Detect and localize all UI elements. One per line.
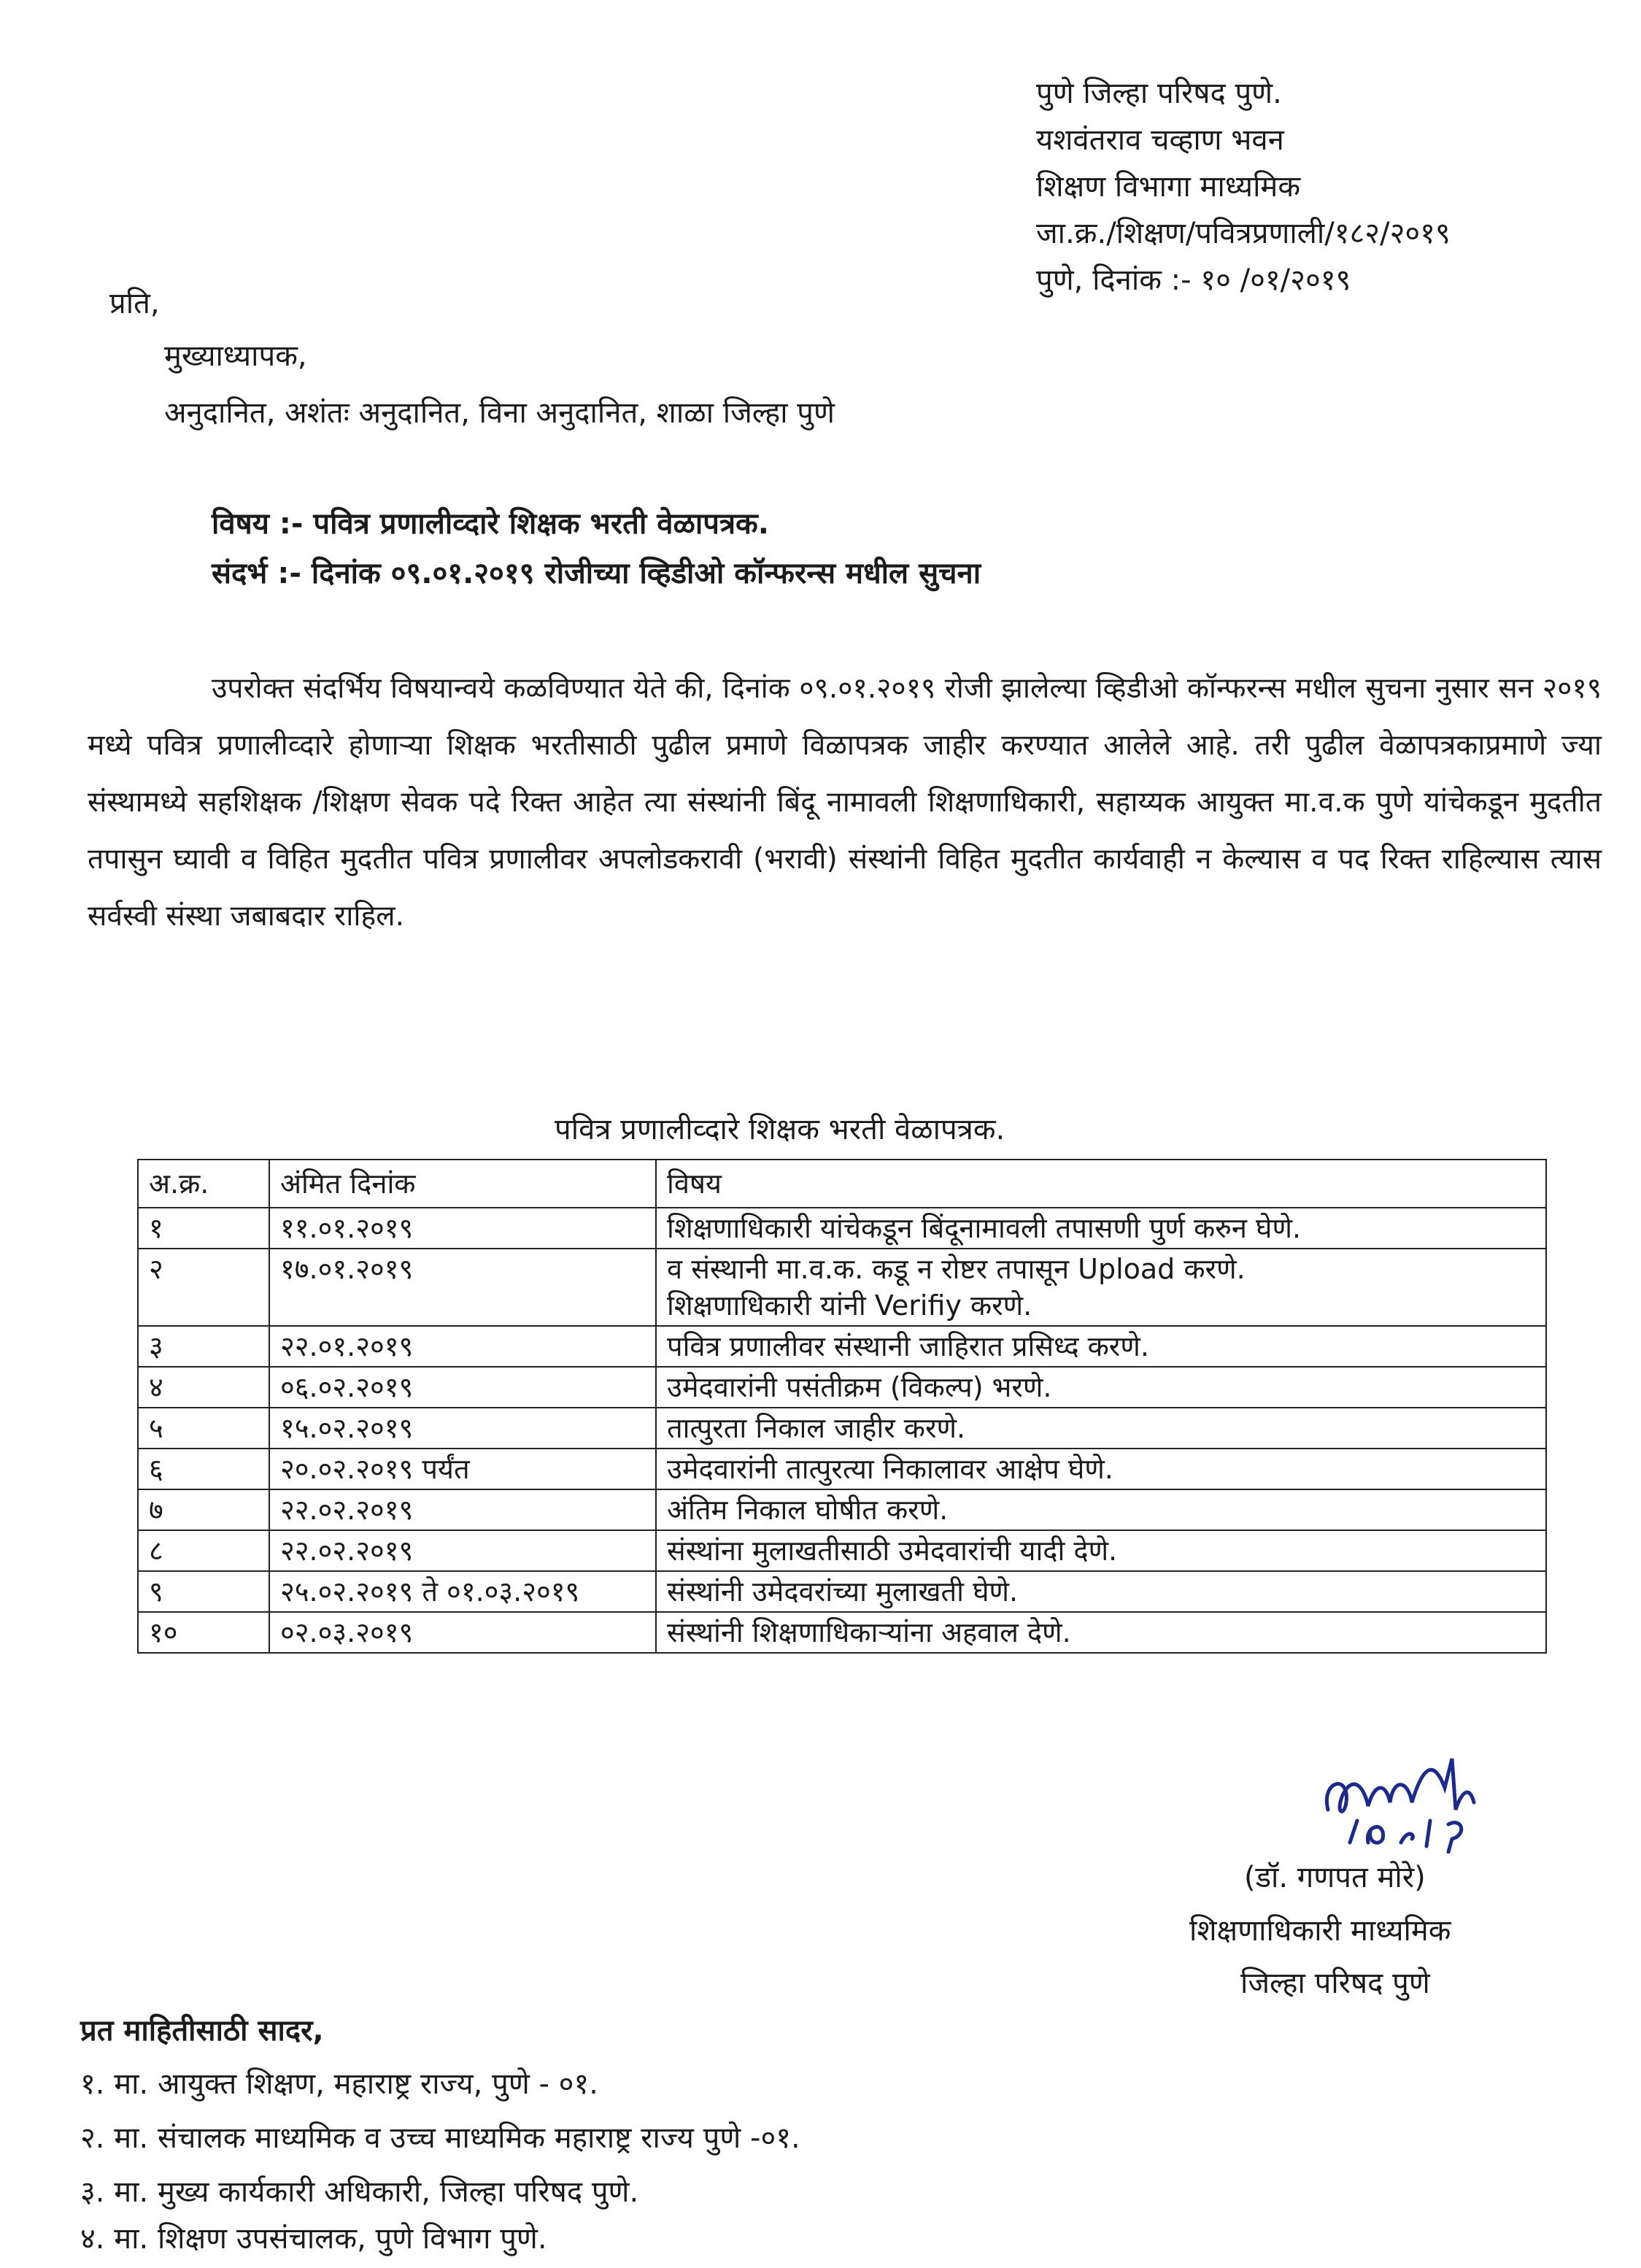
office-name: पुणे जिल्हा परिषद पुणे.	[1036, 77, 1282, 110]
row-date: १५.०२.२०१९	[269, 1408, 656, 1449]
row-subject: संस्थांना मुलाखतीसाठी उमेदवारांची यादी देणे.	[656, 1530, 1546, 1571]
row-serial: ५	[138, 1408, 269, 1449]
row-date: ०२.०३.२०१९	[269, 1612, 656, 1653]
copy-item: १. मा. आयुक्त शिक्षण, महाराष्ट्र राज्य, पुणे - ०१.	[80, 2067, 598, 2101]
row-date: १७.०१.२०१९	[269, 1249, 656, 1326]
row-date: ०६.०२.२०१९	[269, 1367, 656, 1408]
row-date: २२.०२.२०१९	[269, 1530, 656, 1571]
row-serial: ४	[138, 1367, 269, 1408]
recipient-schools: अनुदानित, अशंतः अनुदानित, विना अनुदानित, शाळा जिल्हा पुणे	[164, 396, 835, 430]
row-date: २५.०२.२०१९ ते ०१.०३.२०१९	[269, 1571, 656, 1612]
row-date: २०.०२.२०१९ पर्यंत	[269, 1449, 656, 1489]
row-subject-line1: व संस्थानी मा.व.क. कडू न रोष्टर तपासून Upload करणे.	[667, 1253, 1246, 1285]
row-date: २२.०१.२०१९	[269, 1326, 656, 1367]
signature-scribble	[1306, 1744, 1496, 1854]
prati-label: प्रति,	[109, 287, 160, 320]
copy-item: ३. मा. मुख्य कार्यकारी अधिकारी, जिल्हा परिषद पुणे.	[80, 2175, 639, 2209]
recipient-title: मुख्याध्यापक,	[164, 339, 307, 373]
row-serial: ३	[138, 1326, 269, 1367]
table-title: पवित्र प्रणालीव्दारे शिक्षक भरती वेळापत्रक.	[555, 1113, 1005, 1146]
copy-item: २. मा. संचालक माध्यमिक व उच्च माध्यमिक महाराष्ट्र राज्य पुणे -०१.	[80, 2121, 800, 2155]
table-row	[138, 1326, 1546, 1367]
table-row	[138, 1408, 1546, 1449]
row-subject: तात्पुरता निकाल जाहीर करणे.	[656, 1408, 1546, 1449]
row-subject: उमेदवारांनी तात्पुरत्या निकालावर आक्षेप घेणे.	[656, 1449, 1546, 1489]
header-serial: अ.क्र.	[138, 1160, 269, 1208]
row-date: २२.०२.२०१९	[269, 1489, 656, 1530]
table-row	[138, 1249, 1546, 1326]
row-serial: १	[138, 1208, 269, 1249]
row-serial: ९	[138, 1571, 269, 1612]
row-subject: संस्थांनी शिक्षणाधिकाऱ्यांना अहवाल देणे.	[656, 1612, 1546, 1653]
row-subject: पवित्र प्रणालीवर संस्थानी जाहिरात प्रसिध्द करणे.	[656, 1326, 1546, 1367]
row-subject	[656, 1249, 1546, 1326]
table-row	[138, 1612, 1546, 1653]
signatory-name: (डॉ. गणपत मोरे)	[1244, 1861, 1426, 1894]
table-row	[138, 1367, 1546, 1408]
reference-line: संदर्भ :- दिनांक ०९.०१.२०१९ रोजीच्या व्हिडीओ कॉन्फरन्स मधील सुचना	[212, 557, 981, 590]
header-subject: विषय	[656, 1160, 1546, 1208]
signatory-office: जिल्हा परिषद पुणे	[1240, 1967, 1430, 2000]
letter-date: पुणे, दिनांक :- १० /०१/२०१९	[1036, 263, 1351, 297]
body-paragraph: उपरोक्त संदर्भिय विषयान्वये कळविण्यात येते की, दिनांक ०९.०१.२०१९ रोजी झालेल्या व्हिडीओ कॉन्फरन्स मधील सुचना नुसार सन २०१९ मध्ये पवित्र प्रणालीव्दारे होणाऱ्या शिक्षक भरतीसाठी पुढील प्रमाणे विळापत्रक जाहीर करण्यात आलेले आहे. तरी पुढील वेळापत्रकाप्रमाणे ज्या संस्थामध्ये सहशिक्षक /शिक्षण सेवक पदे रिक्त आहेत त्या संस्थांनी बिंदू नामावली शिक्षणाधिकारी, सहाय्यक आयुक्त मा.व.क पुणे यांचेकडून मुदतीत तपासुन घ्यावी व विहित मुदतीत पवित्र प्रणालीवर अपलोडकरावी (भरावी) संस्थांनी विहित मुदतीत कार्यवाही न केल्यास व पद रिक्त राहिल्यास त्यास सर्वस्वी संस्था जबाबदार राहिल.	[88, 672, 1602, 933]
table-row	[138, 1449, 1546, 1489]
row-serial: ८	[138, 1530, 269, 1571]
row-subject: अंतिम निकाल घोषीत करणे.	[656, 1489, 1546, 1530]
building-name: यशवंतराव चव्हाण भवन	[1036, 123, 1284, 157]
signatory-designation: शिक्षणाधिकारी माध्यमिक	[1189, 1914, 1451, 1948]
row-serial: ७	[138, 1489, 269, 1530]
table-row	[138, 1571, 1546, 1612]
row-serial: २	[138, 1249, 269, 1326]
subject-line: विषय :- पवित्र प्रणालीव्दारे शिक्षक भरती वेळापत्रक.	[212, 507, 769, 541]
row-serial: ६	[138, 1449, 269, 1489]
header-date: अंमित दिनांक	[269, 1160, 656, 1208]
table-row	[138, 1530, 1546, 1571]
row-subject: शिक्षणाधिकारी यांचेकडून बिंदूनामावली तपासणी पुर्ण करुन घेणे.	[656, 1208, 1546, 1249]
row-date: ११.०१.२०१९	[269, 1208, 656, 1249]
reference-number: जा.क्र./शिक्षण/पवित्रप्रणाली/१८२/२०१९	[1036, 217, 1451, 250]
row-subject: संस्थांनी उमेदवरांच्या मुलाखती घेणे.	[656, 1571, 1546, 1612]
copy-item: ४. मा. शिक्षण उपसंचालक, पुणे विभाग पुणे.	[80, 2222, 547, 2256]
table-header-row	[138, 1160, 1546, 1208]
table-row	[138, 1489, 1546, 1530]
copies-heading: प्रत माहितीसाठी सादर,	[80, 2014, 324, 2048]
table-row	[138, 1208, 1546, 1249]
row-subject: उमेदवारांनी पसंतीक्रम (विकल्प) भरणे.	[656, 1367, 1546, 1408]
schedule-table	[137, 1159, 1547, 1654]
row-serial: १०	[138, 1612, 269, 1653]
row-subject-line2: शिक्षणाधिकारी यांनी Verifiy करणे.	[667, 1289, 1032, 1322]
department-name: शिक्षण विभागा माध्यमिक	[1036, 170, 1301, 204]
